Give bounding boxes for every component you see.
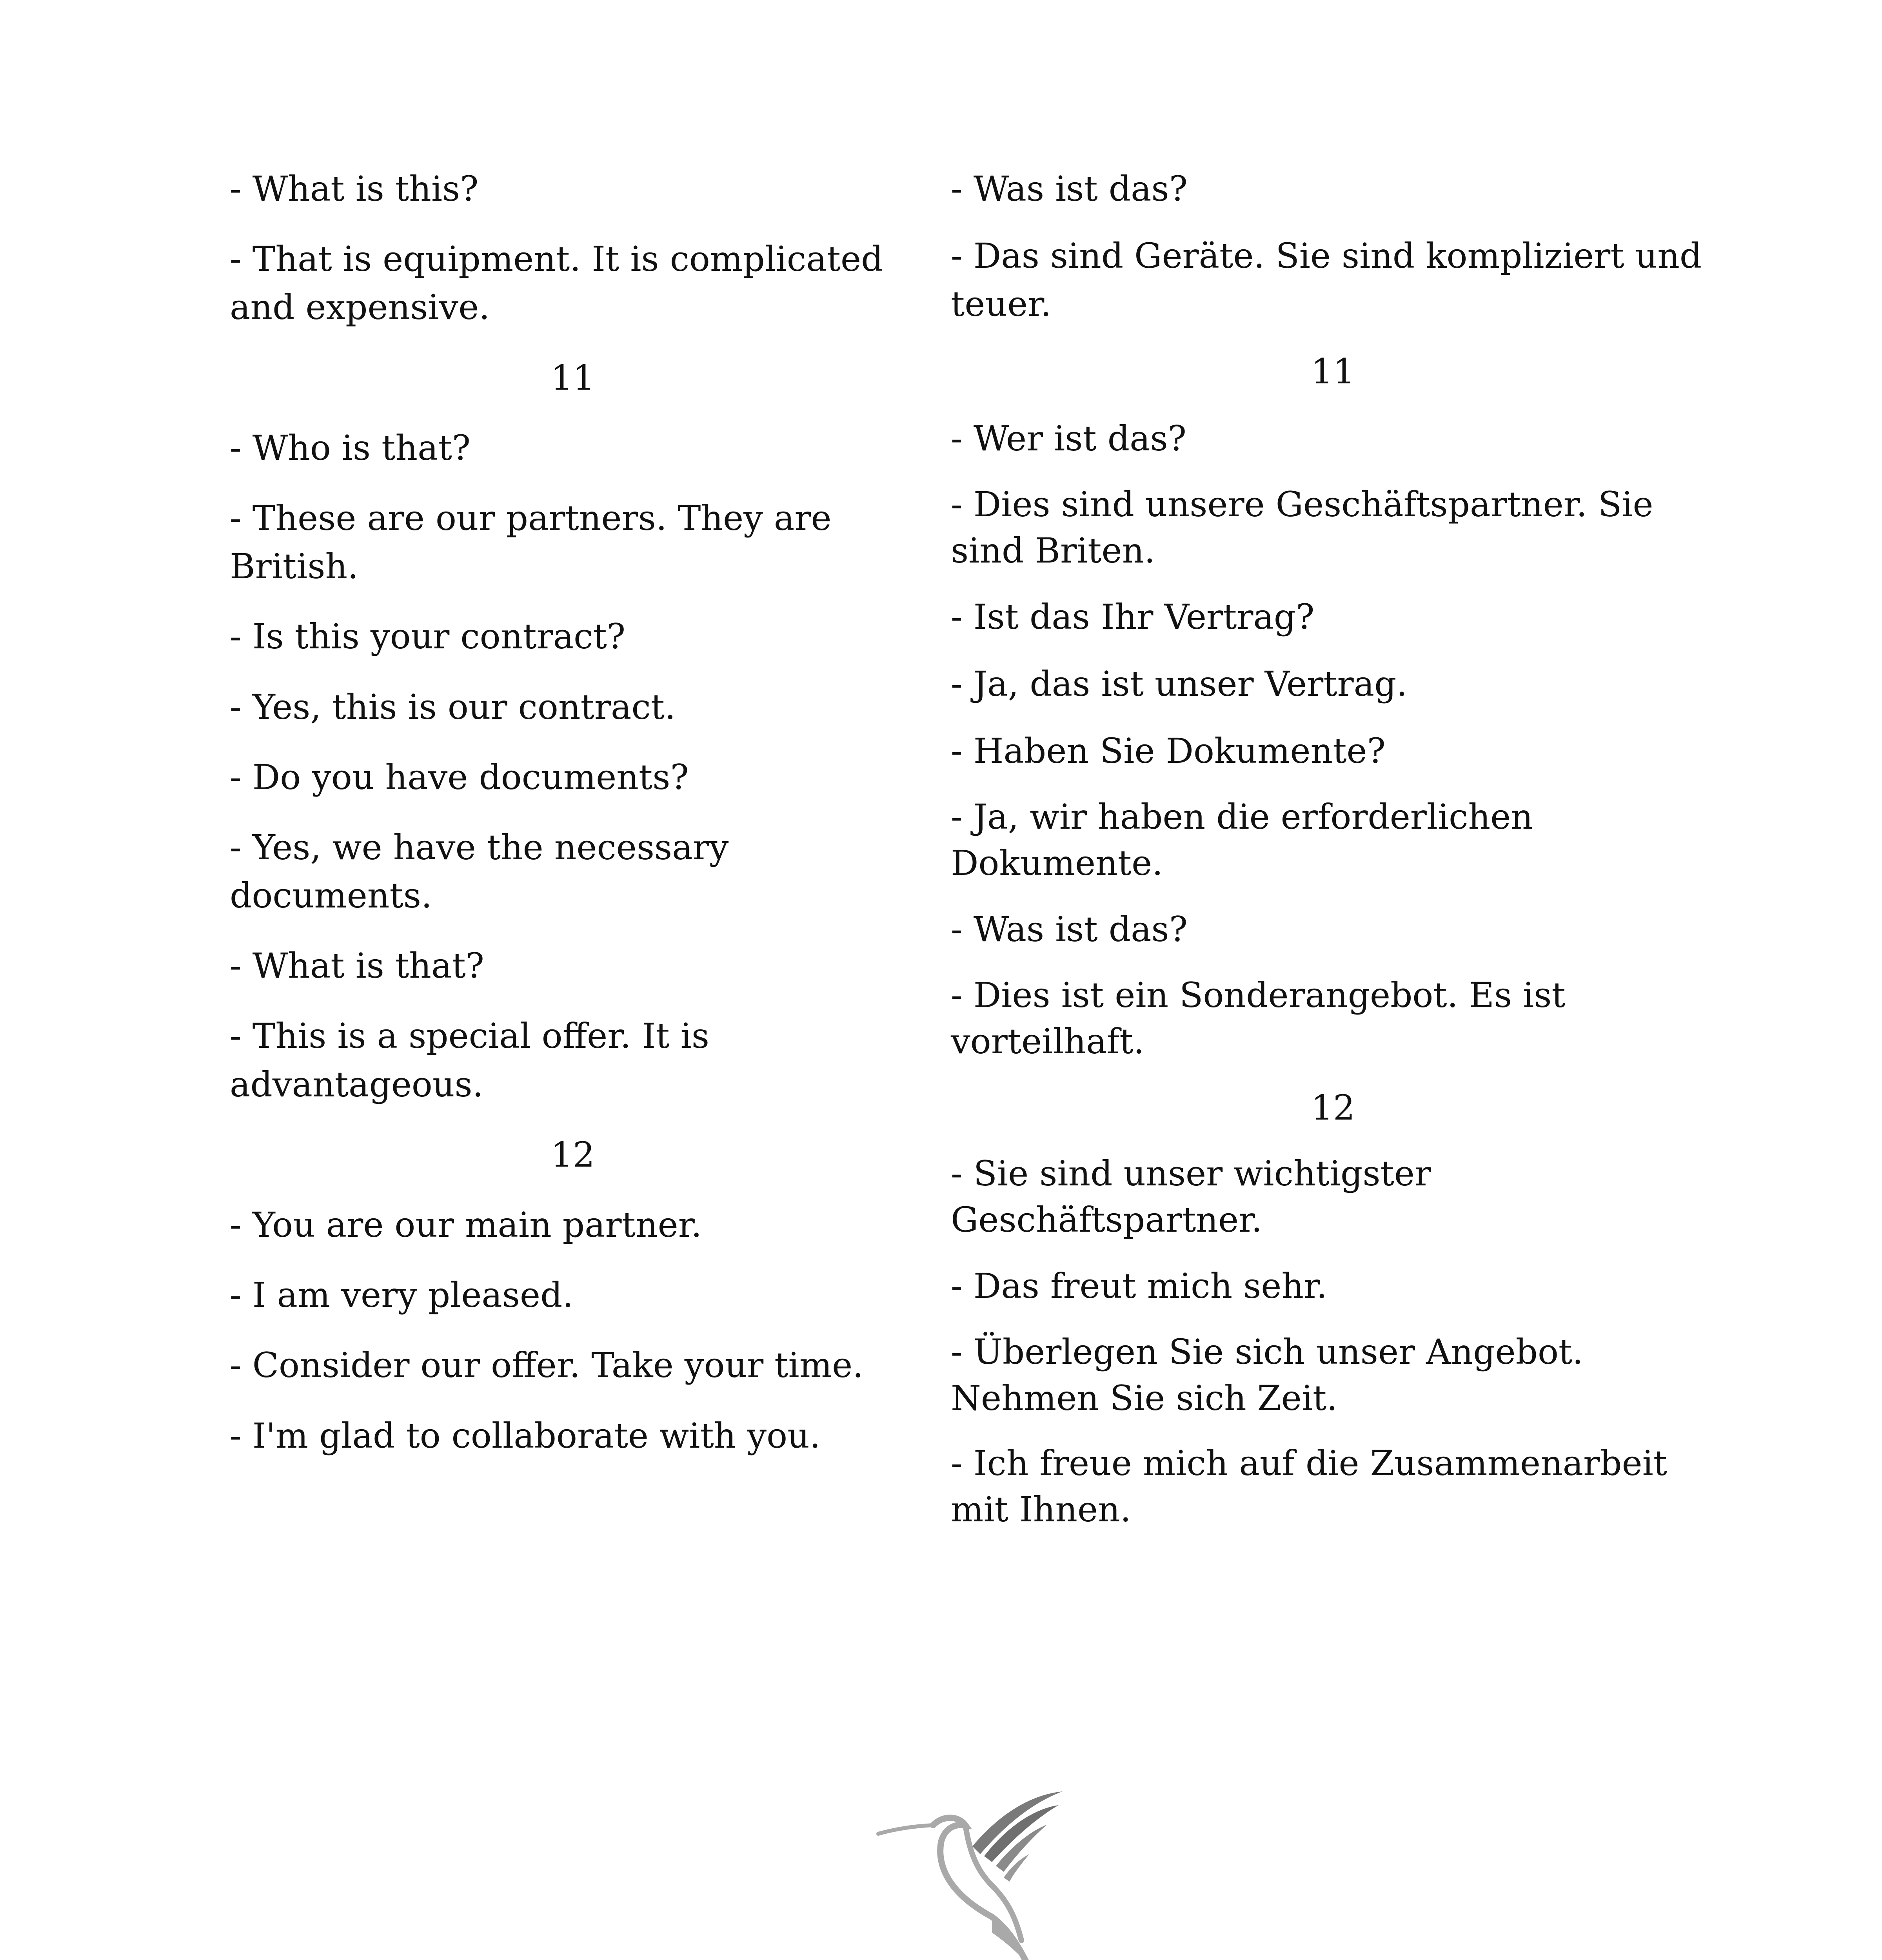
section-number: 12 bbox=[1311, 1087, 1355, 1128]
english-line: - Who is that? bbox=[230, 427, 471, 468]
english-column bbox=[230, 165, 916, 1482]
section-number: 11 bbox=[551, 357, 595, 398]
english-line: - I am very pleased. bbox=[230, 1275, 574, 1316]
german-line: - Ja, das ist unser Vertrag. bbox=[951, 663, 1408, 704]
english-line: - That is equipment. It is complicated and expensive. bbox=[230, 239, 883, 328]
german-line: - Was ist das? bbox=[951, 169, 1188, 209]
english-line: - This is a special offer. It is advantageous. bbox=[230, 1016, 709, 1105]
german-line: - Ja, wir haben die erforderlichen Dokumente. bbox=[951, 797, 1533, 884]
german-line: - Haben Sie Dokumente? bbox=[951, 731, 1386, 771]
hummingbird-icon bbox=[874, 1788, 1070, 1960]
german-line: - Das freut mich sehr. bbox=[951, 1266, 1328, 1307]
english-line: - You are our main partner. bbox=[230, 1205, 702, 1245]
english-line: - Do you have documents? bbox=[230, 757, 689, 797]
german-line: - Ich freue mich auf die Zusammenarbeit mit Ihnen. bbox=[951, 1443, 1668, 1530]
english-line: - Is this your contract? bbox=[230, 616, 625, 657]
german-line: - Überlegen Sie sich unser Angebot. Nehmen Sie sich Zeit. bbox=[951, 1332, 1584, 1419]
section-number: 11 bbox=[1311, 351, 1355, 392]
german-line: - Sie sind unser wichtigster Geschäftspartner. bbox=[951, 1153, 1431, 1240]
german-line: - Was ist das? bbox=[951, 909, 1188, 950]
german-column bbox=[951, 165, 1715, 1552]
english-line: - Yes, this is our contract. bbox=[230, 686, 676, 727]
english-line: - What is that? bbox=[230, 946, 484, 986]
section-number: 12 bbox=[551, 1134, 595, 1175]
english-line: - These are our partners. They are British. bbox=[230, 497, 832, 587]
german-line: - Wer ist das? bbox=[951, 418, 1186, 459]
german-line: - Das sind Geräte. Sie sind kompliziert und teuer. bbox=[951, 236, 1702, 325]
german-line: - Ist das Ihr Vertrag? bbox=[951, 596, 1315, 637]
english-line: - Consider our offer. Take your time. bbox=[230, 1345, 864, 1386]
german-line: - Dies ist ein Sonderangebot. Es ist vorteilhaft. bbox=[951, 975, 1566, 1062]
english-line: - What is this? bbox=[230, 169, 479, 209]
german-line: - Dies sind unsere Geschäftspartner. Sie sind Briten. bbox=[951, 484, 1653, 571]
english-line: - I'm glad to collaborate with you. bbox=[230, 1415, 821, 1456]
english-line: - Yes, we have the necessary documents. bbox=[230, 827, 729, 916]
